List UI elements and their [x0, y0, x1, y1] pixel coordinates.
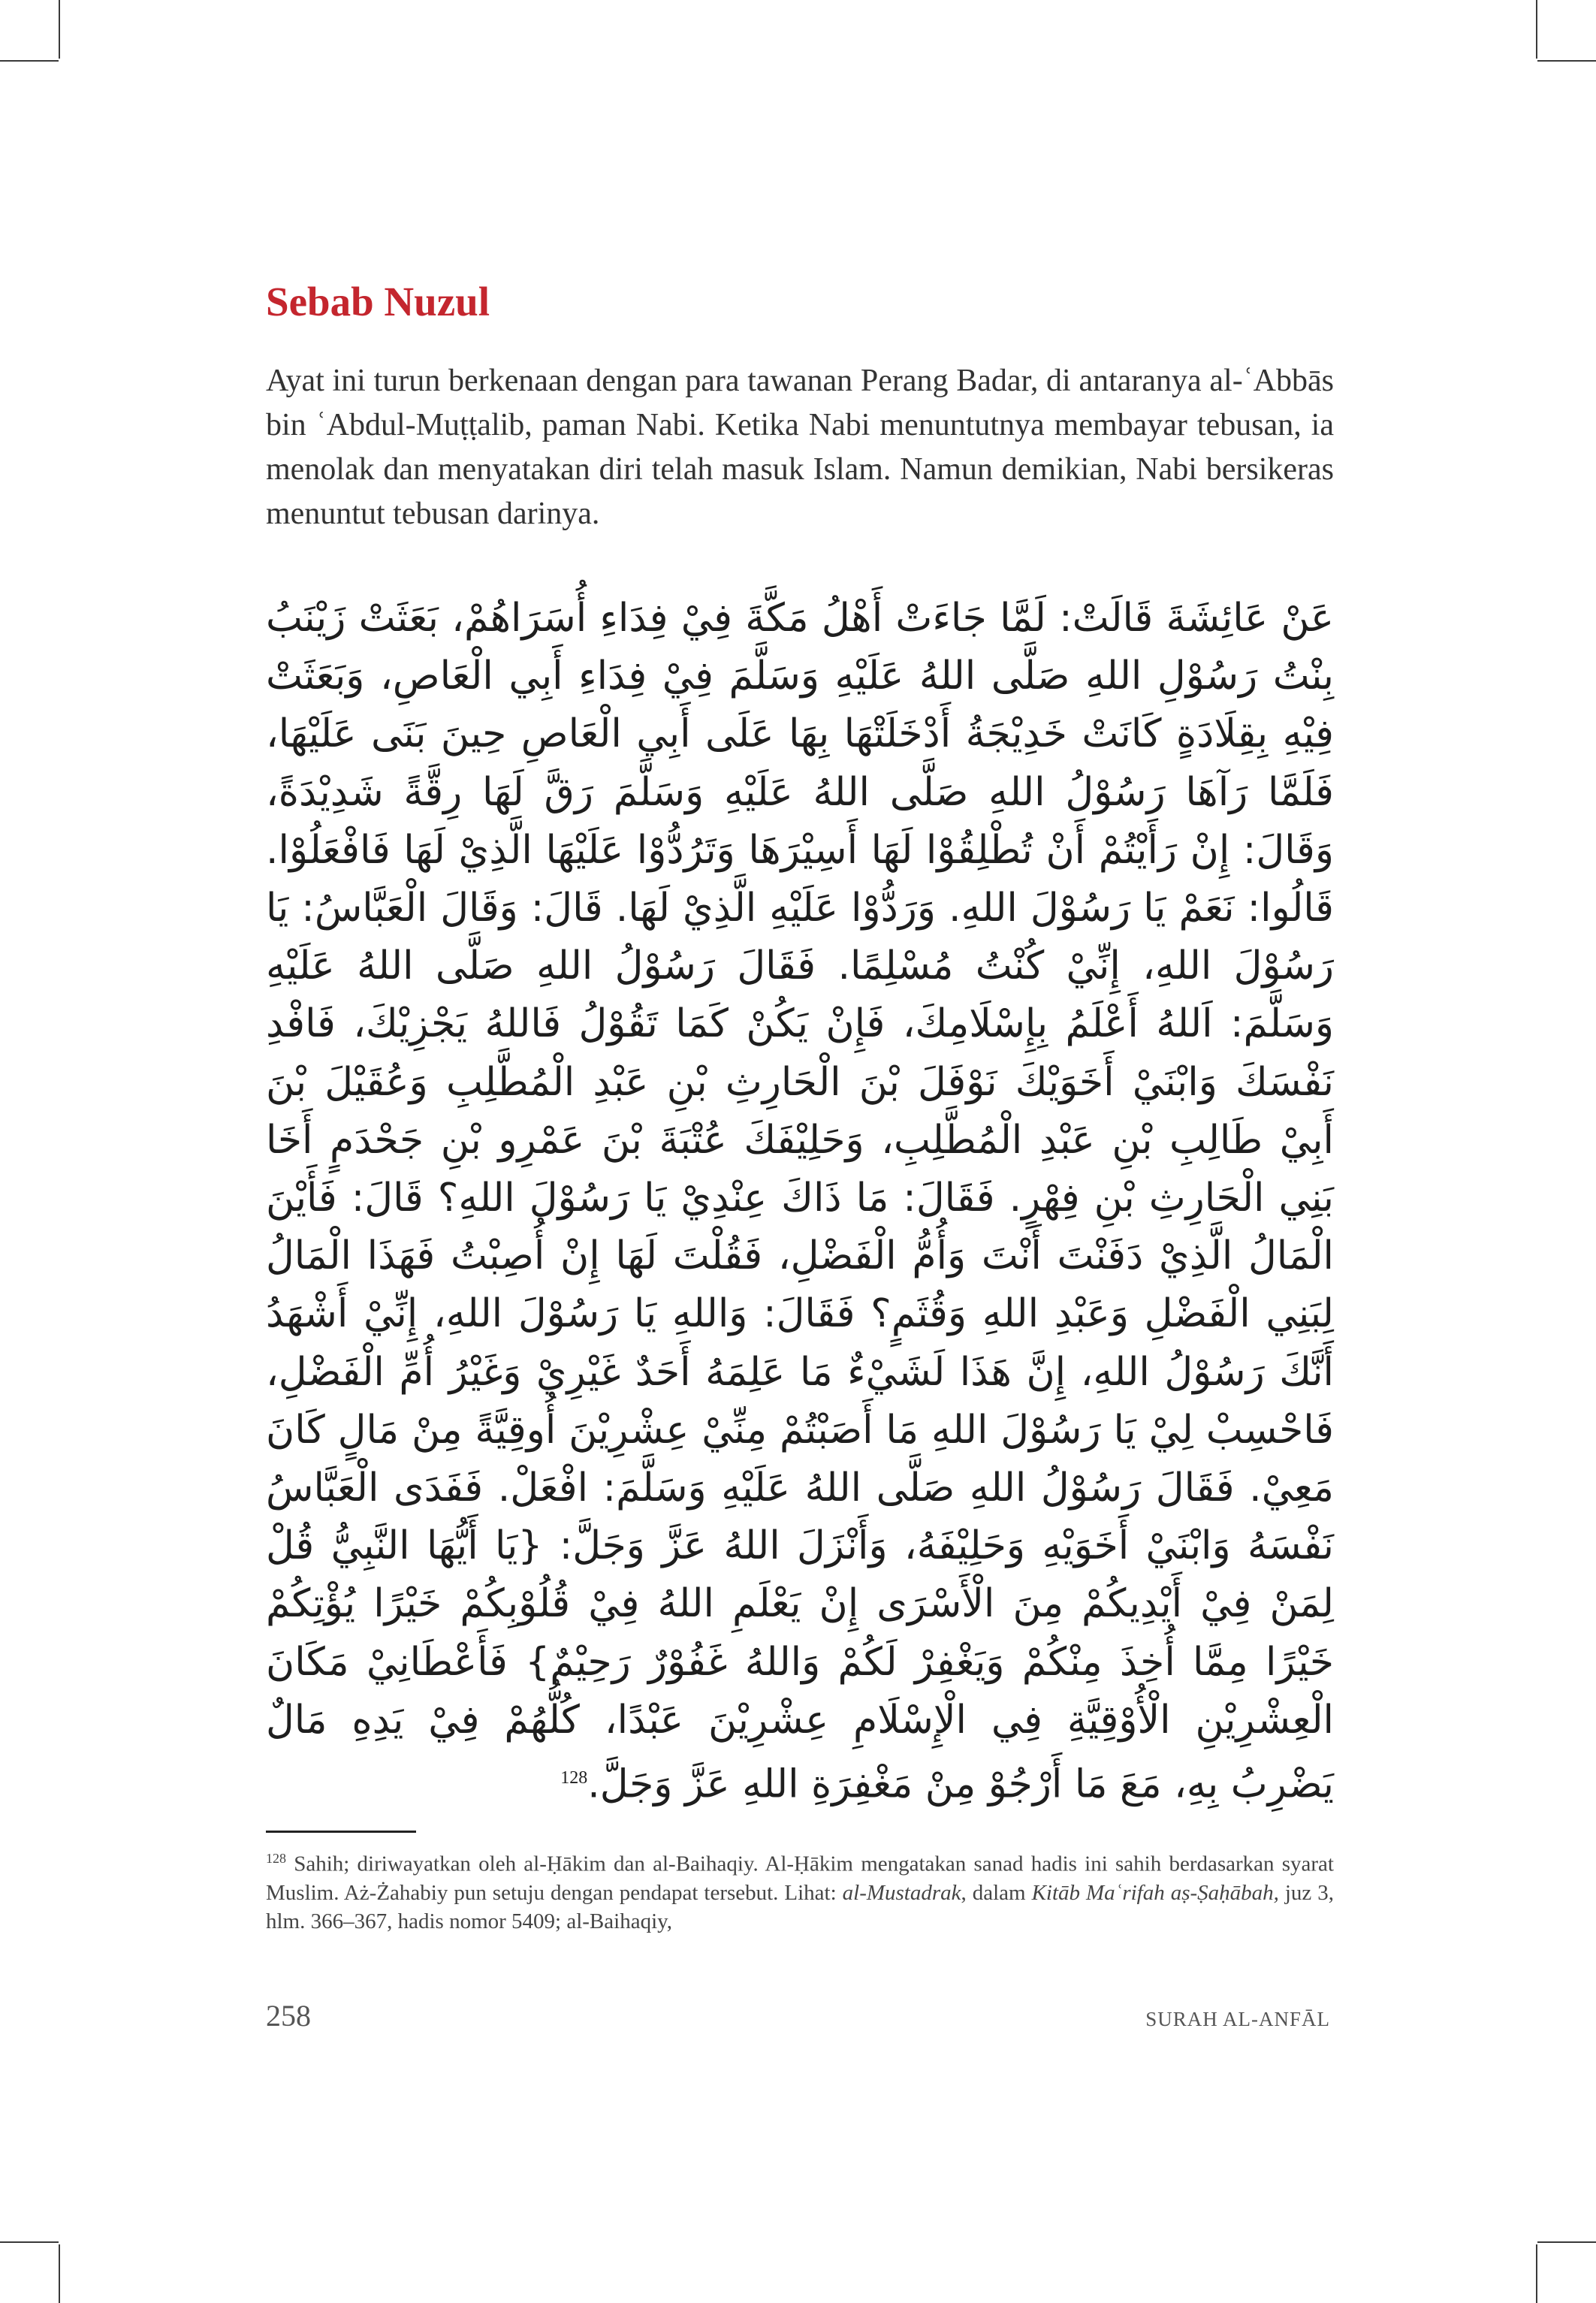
- footnote-number: 128: [266, 1851, 286, 1866]
- section-heading: Sebab Nuzul: [266, 279, 490, 324]
- intro-paragraph: Ayat ini turun berkenaan dengan para tawanan Perang Badar, di antaranya al-ʿAbbās bin ʿAbdul-Muṭṭalib, paman Nabi. Ketika Nabi menuntutnya membayar tebusan, ia menolak dan menyatakan diri telah masuk Islam. Namun demikian, Nabi bersikeras menuntut tebusan darinya.: [266, 364, 1334, 531]
- footnote-citation: juz 3, hlm. 366–367, hadis nomor 5409; al-Baihaqiy,: [266, 1880, 1335, 1933]
- footnote: [266, 1844, 1334, 1936]
- crop-mark-top-left-vertical: [59, 0, 60, 59]
- crop-mark-top-right-horizontal: [1537, 60, 1596, 62]
- crop-mark-bottom-right-horizontal: [1537, 2241, 1596, 2243]
- footnote-marker[interactable]: 128: [560, 1768, 588, 1788]
- crop-mark-top-left-horizontal: [0, 60, 59, 62]
- running-footer: SURAH AL-ANFĀL: [1145, 2008, 1330, 2030]
- footnote-text: Sahih; diriwayatkan oleh al-Ḥākim dan al-Baihaqiy. Al-Ḥākim mengatakan sanad hadis ini sahih berdasarkan syarat Muslim. Aż-Żahabiy pun setuju dengan pendapat tersebut. Lihat:: [266, 1852, 1334, 1905]
- footnote-work-title: al-Mustadrak: [842, 1880, 961, 1905]
- hadith-arabic-text: [266, 590, 1334, 1814]
- page-number: 258: [266, 1999, 311, 2033]
- footnote-connector: , dalam: [961, 1880, 1032, 1905]
- crop-mark-bottom-right-vertical: [1536, 2244, 1537, 2303]
- crop-mark-bottom-left-vertical: [59, 2244, 60, 2303]
- footnote-chapter-title: Kitāb Maʿrifah aṣ-Ṣaḥābah,: [1031, 1880, 1279, 1905]
- hadith-body: عَنْ عَائِشَةَ قَالَتْ: لَمَّا جَاءَتْ أَهْلُ مَكَّةَ فِيْ فِدَاءِ أُسَرَاهُمْ، بَعَثَتْ زَيْنَبُ بِنْتُ رَسُوْلِ اللهِ صَلَّى اللهُ عَلَيْهِ وَسَلَّمَ فِيْ فِدَاءِ أَبِي الْعَاصِ، وَبَعَثَتْ فِيْهِ بِقِلَادَةٍ كَانَتْ خَدِيْجَةُ أَدْخَلَتْهَا بِهَا عَلَى أَبِي الْعَاصِ حِينَ بَنَى عَلَيْهَا، فَلَمَّا رَآهَا رَسُوْلُ اللهِ صَلَّى اللهُ عَلَيْهِ وَسَلَّمَ رَقَّ لَهَا رِقَّةً شَدِيْدَةً، وَقَالَ: إِنْ رَأَيْتُمْ أَنْ تُطْلِقُوْا لَهَا أَسِيْرَهَا وَتَرُدُّوْا عَلَيْهَا الَّذِيْ لَهَا فَافْعَلُوْا. قَالُوا: نَعَمْ يَا رَسُوْلَ اللهِ. وَرَدُّوْا عَلَيْهِ الَّذِيْ لَهَا. قَالَ: وَقَالَ الْعَبَّاسُ: يَا رَسُوْلَ اللهِ، إِنِّيْ كُنْتُ مُسْلِمًا. فَقَالَ رَسُوْلُ اللهِ صَلَّى اللهُ عَلَيْهِ وَسَلَّمَ: اَللهُ أَعْلَمُ بِإِسْلَامِكَ، فَإِنْ يَكُنْ كَمَا تَقُوْلُ فَاللهُ يَجْزِيْكَ، فَافْدِ نَفْسَكَ وَابْنَيْ أَخَوَيْكَ نَوْفَلَ بْنَ الْحَارِثِ بْنِ عَبْدِ الْمُطَّلِبِ وَعُقَيْلَ بْنَ أَبِيْ طَالِبِ بْنِ عَبْدِ الْمُطَّلِبِ، وَحَلِيْفَكَ عُتْبَةَ بْنَ عَمْرِو بْنِ جَحْدَمٍ أَخَا بَنِي الْحَارِثِ بْنِ فِهْرٍ. فَقَالَ: مَا ذَاكَ عِنْدِيْ يَا رَسُوْلَ اللهِ؟ قَالَ: فَأَيْنَ الْمَالُ الَّذِيْ دَفَنْتَ أَنْتَ وَأُمُّ الْفَضْلِ، فَقُلْتَ لَهَا إِنْ أُصِبْتُ فَهَذَا الْمَالُ لِبَنِي الْفَضْلِ وَعَبْدِ اللهِ وَقُثَمٍ؟ فَقَالَ: وَاللهِ يَا رَسُوْلَ اللهِ، إِنِّيْ أَشْهَدُ أَنَّكَ رَسُوْلُ اللهِ، إِنَّ هَذَا لَشَيْءٌ مَا عَلِمَهُ أَحَدٌ غَيْرِيْ وَغَيْرُ أُمِّ الْفَضْلِ، فَاحْسِبْ لِيْ يَا رَسُوْلَ اللهِ مَا أَصَبْتُمْ مِنِّيْ عِشْرِيْنَ أُوقِيَّةً مِنْ مَالٍ كَانَ مَعِيْ. فَقَالَ رَسُوْلُ اللهِ صَلَّى اللهُ عَلَيْهِ وَسَلَّمَ: افْعَلْ. فَفَدَى الْعَبَّاسُ نَفْسَهُ وَابْنَيْ أَخَوَيْهِ وَحَلِيْفَهُ، وَأَنْزَلَ اللهُ عَزَّ وَجَلَّ: {يَا أَيُّهَا النَّبِيُّ قُلْ لِمَنْ فِيْ أَيْدِيكُمْ مِنَ الْأَسْرَى إِنْ يَعْلَمِ اللهُ فِيْ قُلُوْبِكُمْ خَيْرًا يُؤْتِكُمْ خَيْرًا مِمَّا أُخِذَ مِنْكُمْ وَيَغْفِرْ لَكُمْ وَاللهُ غَفُوْرٌ رَحِيْمٌ} فَأَعْطَانِيْ مَكَانَ الْعِشْرِيْنِ الْأُوْقِيَّةِ فِي الْإِسْلَامِ عِشْرِيْنَ عَبْدًا، كُلُّهُمْ فِيْ يَدِهِ مَالٌ يَضْرِبُ بِهِ، مَعَ مَا أَرْجُوْ مِنْ مَغْفِرَةِ اللهِ عَزَّ وَجَلَّ.: [266, 596, 1334, 1807]
- crop-mark-bottom-left-horizontal: [0, 2241, 59, 2243]
- crop-mark-top-right-vertical: [1536, 0, 1537, 59]
- footnote-divider: [266, 1831, 416, 1833]
